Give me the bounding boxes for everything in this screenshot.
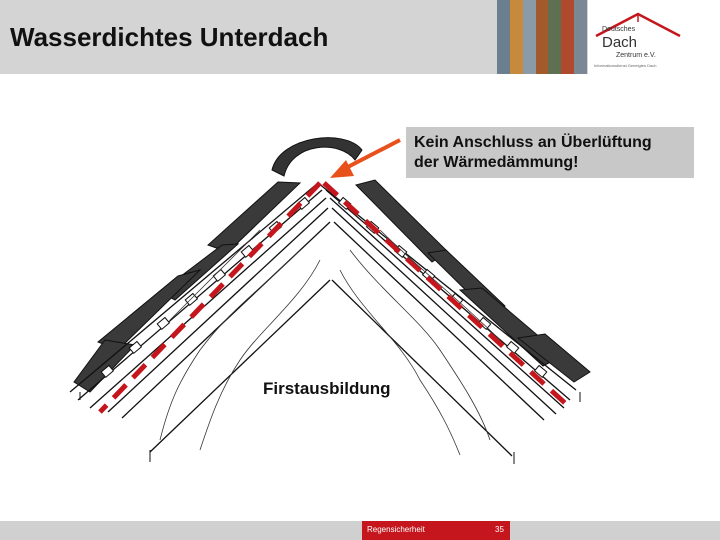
eave-ticks [80, 392, 580, 464]
membrane-right [324, 183, 566, 404]
diagram-caption: Firstausbildung [263, 379, 391, 398]
callout-line-2: der Wärmedämmung! [414, 154, 579, 171]
callout-box [406, 127, 694, 178]
membrane-left [100, 183, 320, 412]
page-title: Wasserdichtes Unterdach [10, 22, 329, 52]
callout-line-1: Kein Anschluss an Überlüftung [414, 134, 652, 151]
logo-tagline: Informationsdienst Geneigtes Dach [594, 63, 657, 68]
roof-layers-left [70, 183, 330, 452]
logo-line2: Dach [602, 34, 638, 51]
logo-line1: Deutsches [602, 26, 636, 33]
page-number: 35 [495, 525, 504, 534]
logo-line3: Zentrum e.V. [616, 52, 656, 59]
footer-label-box [362, 521, 510, 540]
roof-layers-right [318, 183, 576, 456]
footer-bar [0, 521, 720, 540]
footer-label: Regensicherheit [367, 525, 425, 534]
roof-tiles-right [356, 180, 590, 382]
